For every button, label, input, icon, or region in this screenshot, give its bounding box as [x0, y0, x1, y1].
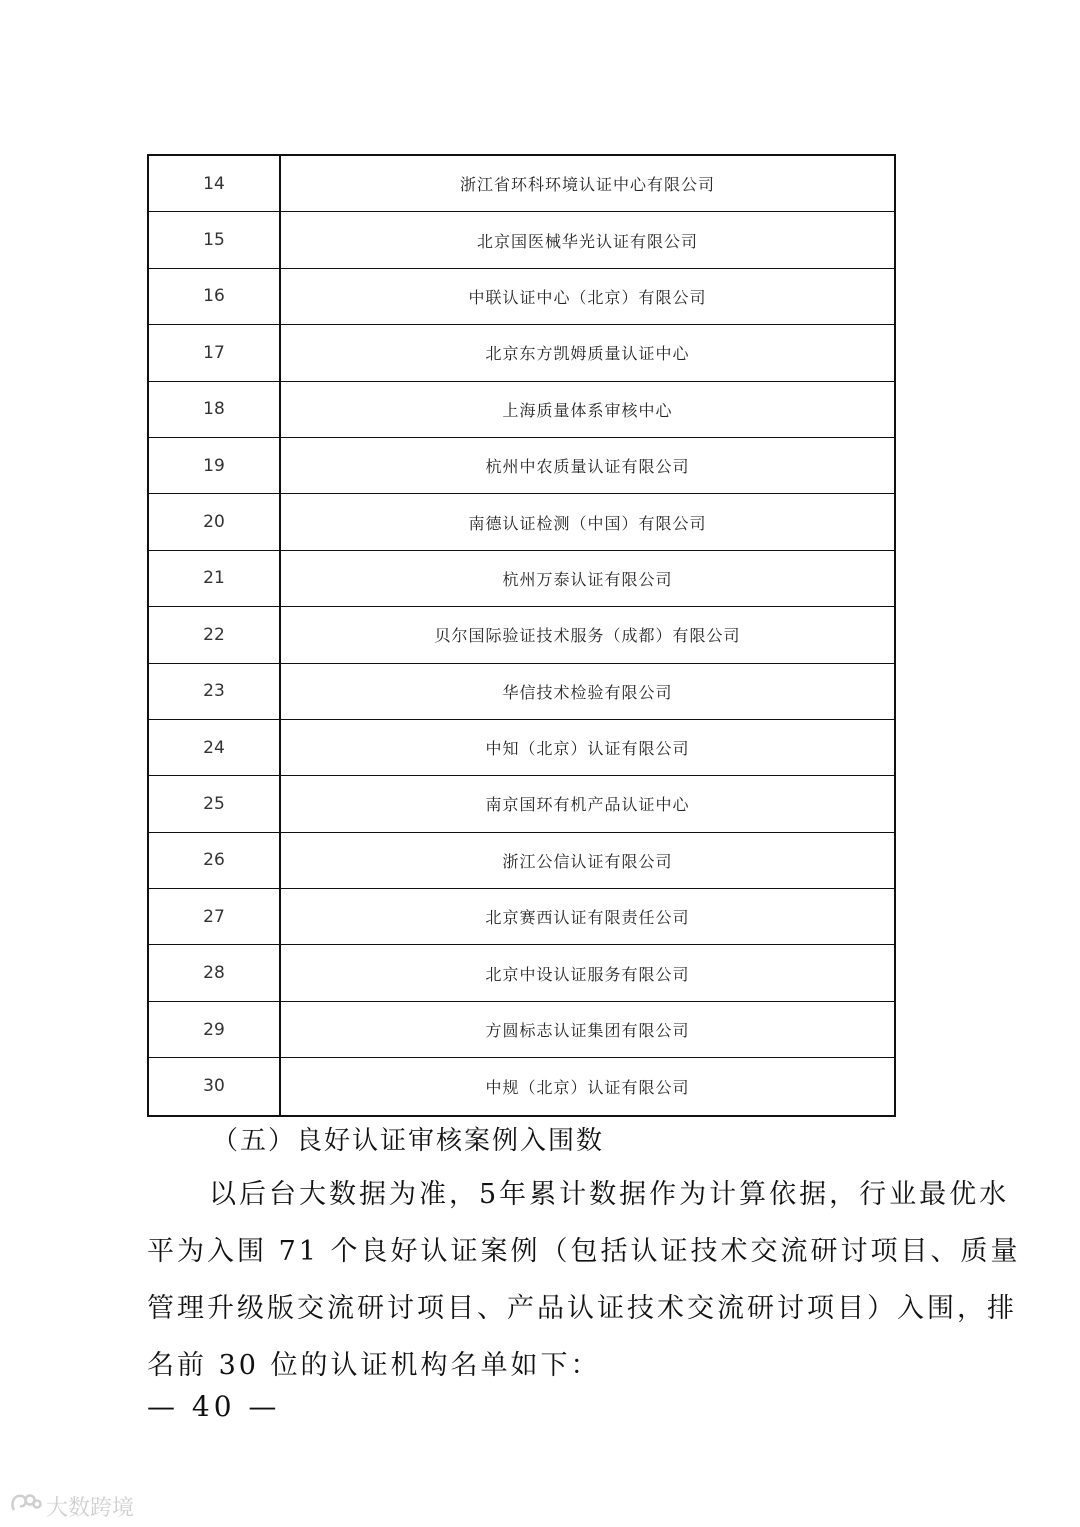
row-number: 18	[149, 382, 281, 437]
paragraph-line: 管理升级版交流研讨项目、产品认证技术交流研讨项目）入围，排	[147, 1293, 1017, 1324]
row-number: 22	[149, 607, 281, 662]
table-row	[149, 664, 894, 720]
organization-name: 南德认证检测（中国）有限公司	[468, 513, 707, 533]
row-number: 15	[149, 212, 281, 267]
organization-name: 北京国医械华光认证有限公司	[476, 231, 698, 251]
organization-name: 上海质量体系审核中心	[502, 400, 673, 420]
table-row	[149, 720, 894, 776]
watermark-text: 大数跨境	[46, 1495, 135, 1521]
organization-name: 中知（北京）认证有限公司	[485, 739, 690, 759]
organization-name: 南京国环有机产品认证中心	[485, 795, 690, 815]
section-heading: （五）良好认证审核案例入围数	[212, 1126, 605, 1156]
row-number: 25	[149, 776, 281, 831]
organization-name: 北京东方凯姆质量认证中心	[485, 344, 690, 364]
table-row	[149, 551, 894, 607]
organization-name: 华信技术检验有限公司	[502, 682, 673, 702]
organization-name: 北京中设认证服务有限公司	[485, 964, 690, 984]
table-row	[149, 494, 894, 550]
row-number: 20	[149, 494, 281, 549]
row-number: 30	[149, 1058, 281, 1114]
page-number: — 40 —	[147, 1390, 281, 1423]
row-number: 16	[149, 269, 281, 324]
organization-name: 北京赛西认证有限责任公司	[485, 908, 690, 928]
logo-icon	[8, 1490, 42, 1522]
row-number: 23	[149, 664, 281, 719]
organization-name: 浙江省环科环境认证中心有限公司	[459, 175, 715, 195]
row-number: 28	[149, 945, 281, 1000]
organization-name: 方圆标志认证集团有限公司	[485, 1021, 690, 1041]
row-number: 21	[149, 551, 281, 606]
row-number: 29	[149, 1002, 281, 1057]
table-row	[149, 269, 894, 325]
table-row	[149, 325, 894, 381]
table-row	[149, 889, 894, 945]
paragraph-line: 名前 30 位的认证机构名单如下：	[147, 1350, 601, 1381]
section-paragraph	[147, 1166, 1021, 1394]
table-row	[149, 212, 894, 268]
table-row	[149, 607, 894, 663]
paragraph-line: 平为入围 71 个良好认证案例（包括认证技术交流研讨项目、质量	[147, 1236, 1021, 1267]
row-number: 19	[149, 438, 281, 493]
organization-name: 杭州中农质量认证有限公司	[485, 457, 690, 477]
row-number: 26	[149, 833, 281, 888]
table-row	[149, 833, 894, 889]
certification-body-table	[147, 154, 896, 1117]
table-row	[149, 945, 894, 1001]
row-number: 27	[149, 889, 281, 944]
organization-name: 中联认证中心（北京）有限公司	[468, 287, 707, 307]
table-row	[149, 382, 894, 438]
row-number: 17	[149, 325, 281, 380]
organization-name: 贝尔国际验证技术服务（成都）有限公司	[434, 626, 741, 646]
row-number: 24	[149, 720, 281, 775]
table-row	[149, 1002, 894, 1058]
table-row	[149, 156, 894, 212]
watermark	[8, 1490, 134, 1522]
table-row	[149, 1058, 894, 1114]
organization-name: 浙江公信认证有限公司	[502, 851, 673, 871]
organization-name: 中规（北京）认证有限公司	[485, 1077, 690, 1097]
paragraph-line: 以后台大数据为准，5年累计数据作为计算依据，行业最优水	[209, 1179, 1010, 1210]
organization-name: 杭州万泰认证有限公司	[502, 569, 673, 589]
row-number: 14	[149, 156, 281, 211]
table-row	[149, 438, 894, 494]
table-row	[149, 776, 894, 832]
